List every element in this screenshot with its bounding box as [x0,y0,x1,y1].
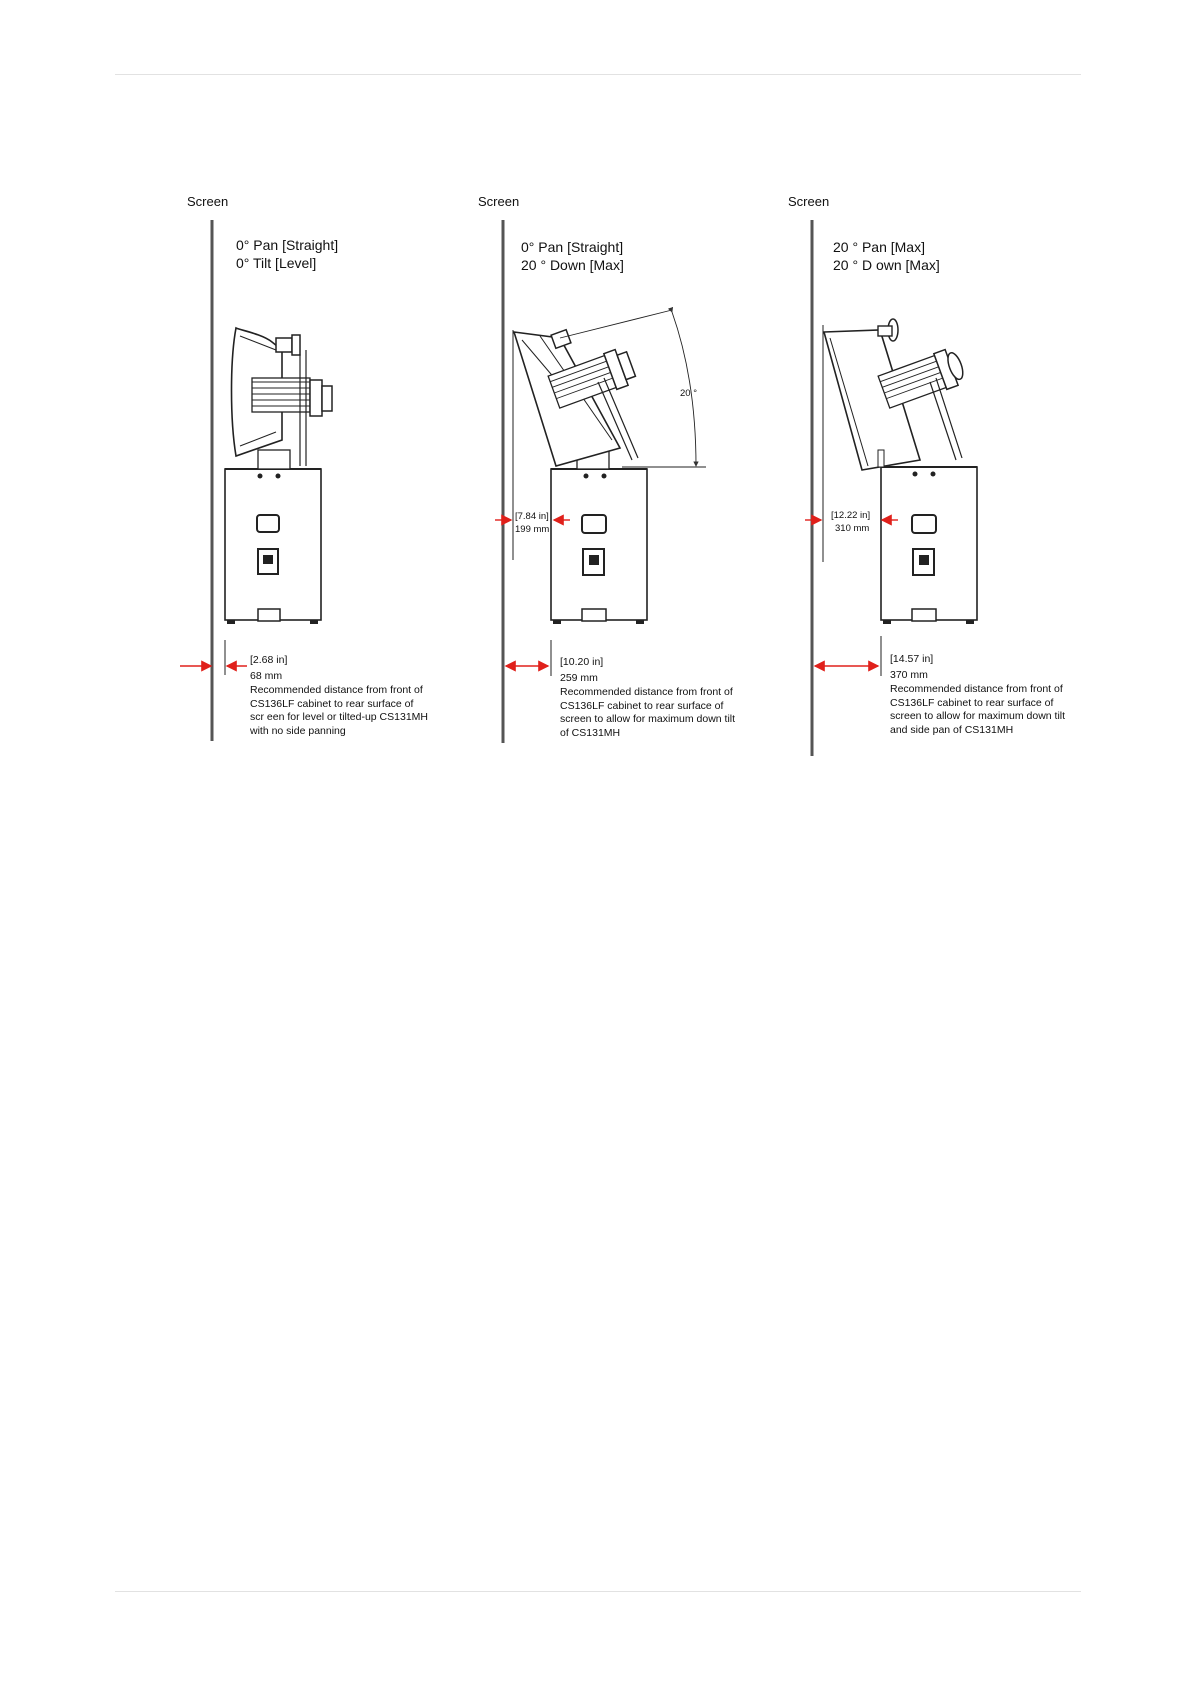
cabinet [225,469,321,620]
recommendation-note: Recommended distance from front of CS136LF cabinet to rear surface of screen to allow for maximum down tilt and side pan of CS131MH [890,683,1066,736]
tilt-heading: 20 ° D own [Max] [833,257,940,273]
screen-label: Screen [478,194,520,209]
screen-label: Screen [788,194,830,209]
distance-inches: [2.68 in] [250,654,288,666]
recommendation-note: Recommended distance from front of CS136LF cabinet to rear surface of scr een for level or tilted-up CS131MH with no side panning [250,684,428,737]
inset-mm: 310 mm [835,523,870,534]
inset-inches: [7.84 in] [515,511,549,522]
screen-label: Screen [187,194,229,209]
distance-mm: 370 mm [890,669,928,681]
tilt-angle-label: 20 ° [680,388,698,399]
cabinet [551,469,647,620]
tilt-heading: 0° Tilt [Level] [236,255,317,271]
tilt-heading: 20 ° Down [Max] [521,257,624,273]
inset-mm: 199 mm [515,524,550,535]
recommendation-note: Recommended distance from front of CS136LF cabinet to rear surface of screen to allow for maximum down tilt of CS131MH [560,686,736,739]
distance-inches: [10.20 in] [560,656,604,668]
inset-inches: [12.22 in] [831,510,871,521]
cabinet [881,467,977,620]
pan-heading: 0° Pan [Straight] [236,237,339,253]
distance-inches: [14.57 in] [890,653,934,665]
pan-heading: 0° Pan [Straight] [521,239,624,255]
distance-mm: 259 mm [560,672,598,684]
distance-mm: 68 mm [250,670,283,682]
pan-heading: 20 ° Pan [Max] [833,239,925,255]
